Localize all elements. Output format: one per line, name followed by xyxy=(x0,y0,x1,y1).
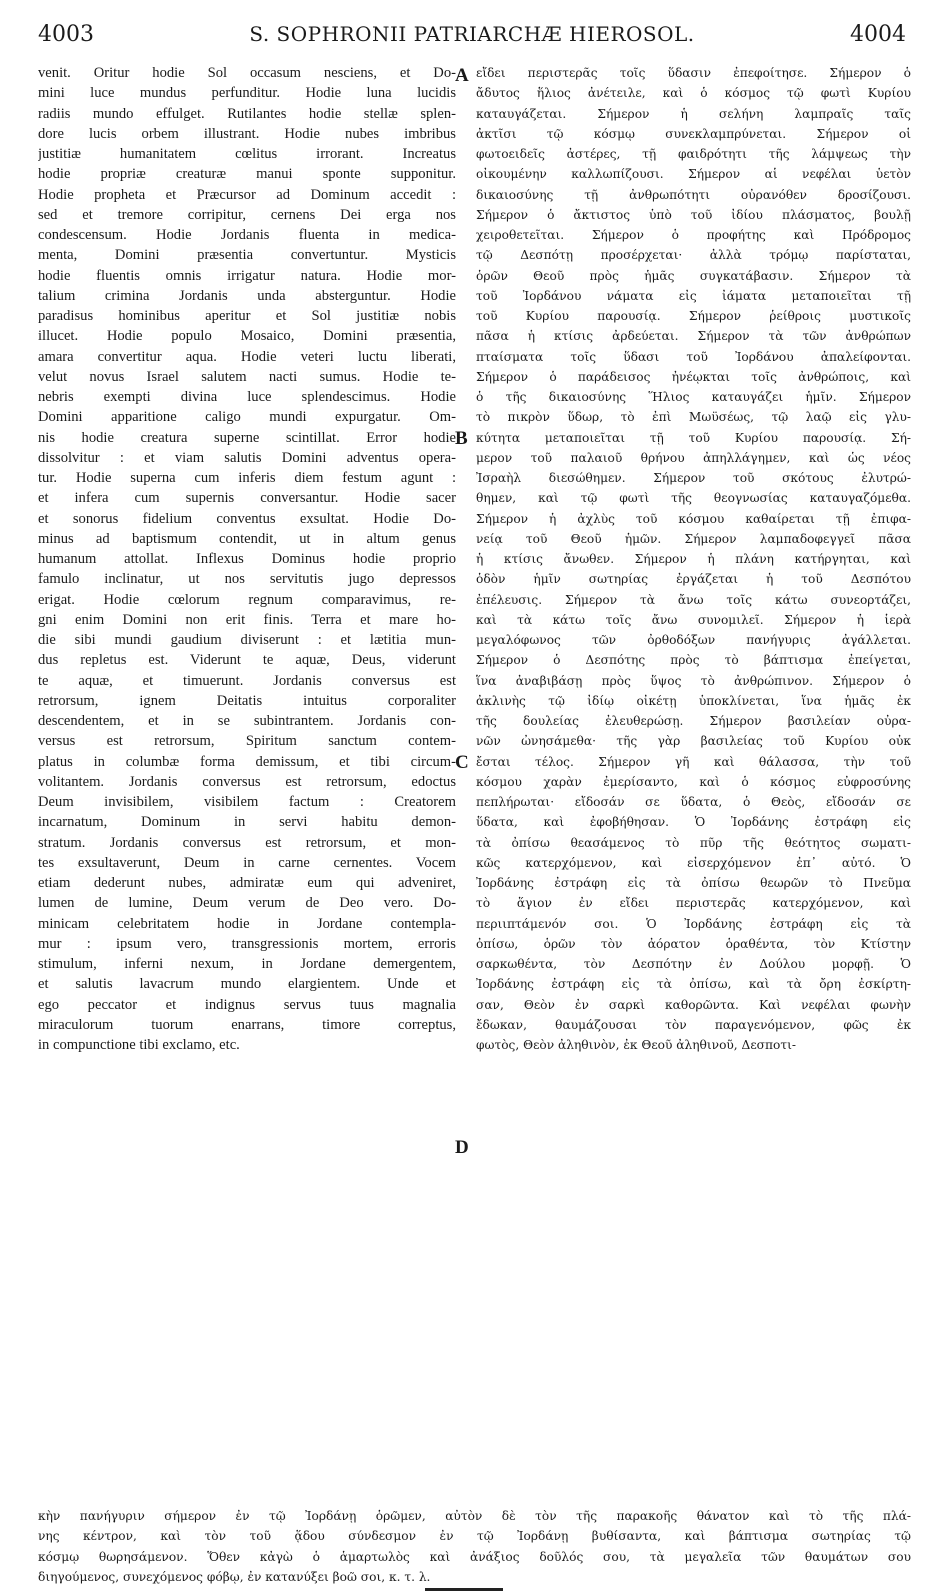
greek-text-line: πεπλήρωται· εἴδοσάν σε ὕδατα, ὁ Θεὸς, εἴδοσάν σε xyxy=(476,795,911,809)
greek-text-line: ἀκλινὴς τῷ ἰδίῳ οἰκέτῃ ὑποκλίνεται, ἵνα ἡμᾶς ἐκ xyxy=(476,693,911,708)
latin-text-line: hodie propriæ creaturæ manui sponte supponitur. xyxy=(38,166,456,183)
latin-text-line: in compunctione tibi exclamo, etc. xyxy=(38,1037,240,1053)
latin-text-line: ego peccator et indignus servus tuus magnalia xyxy=(38,996,456,1013)
latin-text-line: dus repletus est. Viderunt te aquæ, Deus, viderunt xyxy=(38,652,456,669)
greek-text-line: καὶ τὰ κάτω τοῖς ἄνω συνομιλεῖ. Σήμερον ἡ ἱερὰ xyxy=(476,612,911,627)
latin-text-line: sed et tremore corripitur, cernens Dei erga nos xyxy=(38,206,456,223)
latin-text-line: et salutis lavacrum mundo elargientem. Unde et xyxy=(38,976,456,993)
latin-text-line: incarnatum, Dominum in servi habitu demon- xyxy=(38,814,456,831)
latin-text-line: gni enim Domini non erit finis. Terra et mare ho- xyxy=(38,611,456,628)
latin-text-line: illucet. Hodie populo Mosaico, Domini præsentia, xyxy=(38,328,456,345)
running-title: S. SOPHRONII PATRIARCHÆ HIEROSOL. xyxy=(249,22,695,46)
greek-text-line: ἐπέλευσις. Σήμερον τὰ ἄνω τοῖς κάτω συνεορτάζει, xyxy=(476,592,911,607)
greek-text-line: Σήμερον ἡ ἀχλὺς τοῦ κόσμου καθαίρεται τῇ ἐπιφα- xyxy=(476,511,911,526)
latin-text-line: amara convertitur aqua. Hodie veteri luctu liberati, xyxy=(38,348,456,365)
running-header xyxy=(38,22,906,52)
latin-text-line: velut novus Israel salutem nacti sumus. Hodie te- xyxy=(38,368,456,385)
greek-text-line: Ἰορδάνης ἐστράφη εἰς τὰ ὀπίσω, καὶ τὰ ὄρη ἐσκίρτη- xyxy=(476,977,911,992)
greek-text-line: τῷ Δεσπότῃ προσέρχεται· ἀλλὰ τρόμῳ παρίσταται, xyxy=(476,248,911,263)
greek-text-line: ὁ τῆς δικαιοσύνης Ἥλιος καταυγάζει ἡμῖν. Σήμερον xyxy=(476,390,911,404)
latin-text-line: stratum. Jordanis conversus est retrorsum, et mon- xyxy=(38,834,456,851)
greek-text-line: τοῦ Ἰορδάνου νάματα εἰς ἰάματα μεταποιεῖται τῇ xyxy=(476,288,911,303)
greek-text-line: ἡ κτίσις ἄνωθεν. Σήμερον ἡ πλάνη κατήργηται, καὶ xyxy=(476,552,911,566)
greek-text-line: ἄδυτος ἥλιος ἀνέτειλε, καὶ ὁ κόσμος τῷ φωτὶ Κυρίου xyxy=(476,86,911,101)
greek-text-line: πταίσματα τοῖς ὕδασι τοῦ Ἰορδάνου ἀπαλείφονται. xyxy=(476,349,911,364)
latin-text-line: venit. Oritur hodie Sol occasum nesciens, et Do- xyxy=(38,65,456,81)
latin-text-line: minicam celebritatem hodie in Jordane contempla- xyxy=(38,915,456,932)
latin-text-line: tur. Hodie superna cum inferis diem festum agunt : xyxy=(38,470,456,486)
greek-text-line: περιιπτάμενόν σοι. Ὁ Ἰορδάνης ἐστράφη εἰς τὰ xyxy=(476,916,911,931)
greek-text-line: τὸ ἅγιον ἐν εἴδει περιστερᾶς κατερχόμενον, καὶ xyxy=(476,896,911,911)
greek-text-line: θημεν, καὶ τῷ φωτὶ τῆς θεογνωσίας καταυγαζόμεθα. xyxy=(476,491,911,506)
greek-text-line: ὁδὸν ἡμῖν σωτηρίας ἐργάζεται ἡ τοῦ Δεσπότου xyxy=(476,572,911,587)
latin-text-line: hodie fluentis omnis irrigatur natura. Hodie mor- xyxy=(38,267,456,284)
greek-text-line: ἀκτῖσι τῷ κόσμῳ συνεκλαμπρύνεται. Σήμερον οἱ xyxy=(476,126,911,141)
latin-text-line: Deum invisibilem, visibilem factum : Creatorem xyxy=(38,794,456,810)
greek-text-line: νῶν ὠνησάμεθα· τῆς γὰρ βασιλείας τοῦ Κυρίου οὐκ xyxy=(476,734,911,749)
latin-text-line: et infera cum supernis conversantur. Hodie sacer xyxy=(38,490,456,507)
latin-text-line: lumen de lumine, Deum verum de Deo vero. Do- xyxy=(38,895,456,912)
full-width-continuation xyxy=(38,1506,911,1587)
greek-text-line: τὰ ὀπίσω θεασάμενος τὸ πῦρ τῆς θεότητος σωματι- xyxy=(476,835,911,850)
greek-text-line: κῶς κατερχόμενον, καὶ εἰσερχόμενον ἐπ᾽ αὐτό. Ὁ xyxy=(476,855,911,870)
greek-text-line: Σήμερον ὁ ἄκτιστος ὑπὸ τοῦ ἰδίου πλάσματος, βουλῇ xyxy=(476,207,911,222)
section-marker-d: D xyxy=(455,1137,469,1158)
greek-text-line: δικαιοσύνης τῇ ἀνθρωπότητι οὐρανόθεν δροσίζουσι. xyxy=(476,187,911,202)
greek-text-line: τῆς δουλείας ἐλευθερώσῃ. Σήμερον βασιλείαν οὐρα- xyxy=(476,714,911,728)
latin-text-line: famulo inclinatur, ut nos servitutis jugo depressos xyxy=(38,571,456,588)
greek-text-line: Ἰσραὴλ διεσώθημεν. Σήμερον τοῦ σκότους ἐλυτρώ- xyxy=(476,471,911,485)
greek-text-line: Σήμερον ὁ Δεσπότης πρὸς τὸ βάπτισμα ἐπείγεται, xyxy=(476,653,911,668)
latin-text-line: te aquæ, et timuerunt. Jordanis conversus est xyxy=(38,672,456,689)
greek-text-line: σαρκωθέντα, τὸν Δεσπότην ἐν Δούλου μορφῇ. Ὁ xyxy=(476,957,911,971)
greek-text-line: μεγαλόφωνος τῶν ὀρθοδόξων πανήγυρις ἀγάλλεται. xyxy=(476,633,911,647)
latin-text-line: volitantem. Jordanis conversus est retrorsum, edoctus xyxy=(38,773,456,790)
latin-text-line: nebris exempti divina luce splendescimus. Hodie xyxy=(38,389,456,405)
latin-text-line: mini luce mundus perfunditur. Hodie luna lucidis xyxy=(38,85,456,102)
latin-text-line: retrorsum, ignem Deitatis intuitus corporaliter xyxy=(38,692,456,709)
greek-text-line: ἔσται τέλος. Σήμερον γῆ καὶ θάλασσα, τὴν τοῦ xyxy=(476,754,911,769)
section-marker-c: C xyxy=(455,752,469,773)
latin-text-line: versus est retrorsum, Spiritum sanctum contem- xyxy=(38,733,456,750)
greek-text-line: καταυγάζεται. Σήμερον ἡ σελήνη λαμπραῖς ταῖς xyxy=(476,106,911,121)
greek-text-line: μερον τοῦ παλαιοῦ θρήνου ἀπηλλάγημεν, καὶ ὡς νέος xyxy=(476,450,911,465)
latin-text-line: humanum attollat. Inflexus Dominus hodie proprio xyxy=(38,551,456,567)
latin-text-line: minus ad baptismum contendit, ut in altum genus xyxy=(38,530,456,547)
greek-text-line: ἵνα ἀναβιβάσῃ πρὸς ὕψος τὸ ἀνθρώπινον. Σήμερον ὁ xyxy=(476,673,911,688)
full-width-text-line: κὴν πανήγυριν σήμερον ἐν τῷ Ἰορδάνῃ ὁρῶμεν, αὐτὸν δὲ τὸν τῆς παρακοῆς θάνατον καὶ τὸ τῆς πλά- xyxy=(38,1509,911,1523)
full-width-text-line: νης κέντρον, καὶ τὸν τοῦ ᾅδου σύνδεσμον ἐν τῷ Ἰορδάνῃ βυθίσαντα, καὶ βάπτισμα σωτηρίας τῷ xyxy=(38,1529,911,1544)
greek-text-line: σαν, Θεὸν ἐν σαρκὶ καθορῶντα. Καὶ νεφέλαι φωνὴν xyxy=(476,997,911,1012)
latin-text-line: erigat. Hodie cœlorum regnum comparavimus, re- xyxy=(38,591,456,608)
latin-text-line: condescensum. Hodie Jordanis fluenta in medica- xyxy=(38,227,456,243)
greek-text-line: Ἰορδάνης ἐστράφη εἰς τὰ ὀπίσω θεωρῶν τὸ Πνεῦμα xyxy=(476,876,911,890)
latin-text-line: nis hodie creatura superne scintillat. Error hodie xyxy=(38,429,456,446)
greek-text-line: Σήμερον ὁ παράδεισος ἠνέῳκται τοῖς ἀνθρώποις, καὶ xyxy=(476,369,911,384)
greek-column xyxy=(476,63,911,1055)
greek-text-line: κύτητα μεταποιεῖται τῇ τοῦ Κυρίου παρουσίᾳ. Σή- xyxy=(476,430,911,445)
latin-text-line: Domini apparitione caligo mundi expurgatur. Om- xyxy=(38,409,456,426)
greek-text-line: φωτὸς, Θεὸν ἀληθινὸν, ἐκ Θεοῦ ἀληθινοῦ, Δεσποτι- xyxy=(476,1038,796,1052)
greek-text-line: νείᾳ τοῦ Θεοῦ ἡμῶν. Σήμερον λαμπαδοφεγγεῖ πᾶσα xyxy=(476,531,911,546)
latin-text-line: Hodie propheta et Præcursor ad Dominum accedit : xyxy=(38,186,456,203)
latin-text-line: stimulum, inferni nexum, in Jordane demergentem, xyxy=(38,956,456,972)
section-marker-a: A xyxy=(455,65,469,86)
greek-text-line: τὸ πικρὸν ὕδωρ, τὸ ἐπὶ Μωϋσέως, τῷ λαῷ εἰς γλυ- xyxy=(476,410,911,425)
latin-text-line: miraculorum tuorum enarrans, timore correptus, xyxy=(38,1016,456,1033)
section-marker-b: B xyxy=(455,428,468,449)
full-width-text-line: κόσμῳ θωρησάμενον. Ὅθεν κἀγὼ ὁ ἁμαρτωλὸς καὶ ἀνάξιος δοῦλός σου, τὰ μεγαλεῖα τῶν θαυμάτων σου xyxy=(38,1549,911,1564)
latin-text-line: menta, Domini præsentia convertuntur. Mysticis xyxy=(38,247,456,264)
latin-text-line: et sonorus fidelium conventus exsultat. Hodie Do- xyxy=(38,510,456,527)
page-number-right: 4004 xyxy=(850,22,906,47)
latin-text-line: mur : ipsum vero, transgressionis mortem, erroris xyxy=(38,935,456,952)
latin-text-line: justitiæ humanitatem cœlitus irrorant. Increatus xyxy=(38,146,456,162)
greek-text-line: ὁρῶν Θεοῦ πρὸς ἡμᾶς συγκατάβασιν. Σήμερον τὰ xyxy=(476,268,911,283)
greek-text-line: ὕδατα, καὶ ἐφοβήθησαν. Ὁ Ἰορδάνης ἐστράφη εἰς xyxy=(476,815,911,830)
latin-text-line: tes exsultaverunt, Deum in carne cernentes. Vocem xyxy=(38,854,456,871)
greek-text-line: τοῦ Κυρίου παρουσίᾳ. Σήμερον ῥείθροις μυστικοῖς xyxy=(476,309,911,323)
full-width-text-line: διηγούμενος, συνεχόμενος φόβῳ, ἐν κατανύξει βοῶ σοι, κ. τ. λ. xyxy=(38,1569,431,1584)
greek-text-line: πᾶσα ἡ κτίσις ἀρδεύεται. Σήμερον τὰ τῶν ἀνθρώπων xyxy=(476,329,911,344)
latin-text-line: talium crimina Jordanis unda absterguntur. Hodie xyxy=(38,287,456,304)
greek-text-line: χειροθετεῖται. Σήμερον ὁ προφήτης καὶ Πρόδρομος xyxy=(476,228,911,242)
latin-text-line: paradisus hominibus aperitur et Sol justitiæ nobis xyxy=(38,308,456,324)
latin-text-line: dore lucis orbem illustrant. Hodie nubes imbribus xyxy=(38,125,456,142)
latin-text-line: dissolvitur : et viam salutis Domini adventus opera- xyxy=(38,449,456,466)
greek-text-line: ἔδωκαν, θαυμάζουσαι τὸν παραγενόμενον, φῶς ἐκ xyxy=(476,1017,911,1032)
greek-text-line: φωτοειδεῖς ἀστέρες, τῇ φαιδρότητι τῆς λάμψεως τὴν xyxy=(476,147,911,161)
page-number-left: 4003 xyxy=(38,22,94,47)
latin-text-line: platus in columbæ forma demissum, et tibi circum- xyxy=(38,753,456,770)
latin-text-line: descendentem, et in se subintrantem. Jordanis con- xyxy=(38,713,456,729)
latin-text-line: die sibi mundi gaudium diviserunt : et lætitia mun- xyxy=(38,632,456,648)
latin-column xyxy=(38,63,456,1055)
greek-text-line: οἰκουμένην καλλωπίζουσι. Σήμερον αἱ νεφέλαι ὑετὸν xyxy=(476,167,911,182)
latin-text-line: etiam dederunt nubes, admiratæ eum qui adveniret, xyxy=(38,875,456,891)
greek-text-line: εἴδει περιστερᾶς τοῖς ὕδασιν ἐπεφοίτησε. Σήμερον ὁ xyxy=(476,66,911,80)
greek-text-line: ὀπίσω, ὁρῶν τὸν ἀόρατον ὁραθέντα, τὸν Κτίστην xyxy=(476,936,911,951)
greek-text-line: κόσμου χαρὰν ἐμερίσαντο, καὶ ὁ κόσμος εὐφροσύνης xyxy=(476,774,911,789)
latin-text-line: radiis mundo effulget. Rutilantes hodie stellæ splen- xyxy=(38,105,456,122)
